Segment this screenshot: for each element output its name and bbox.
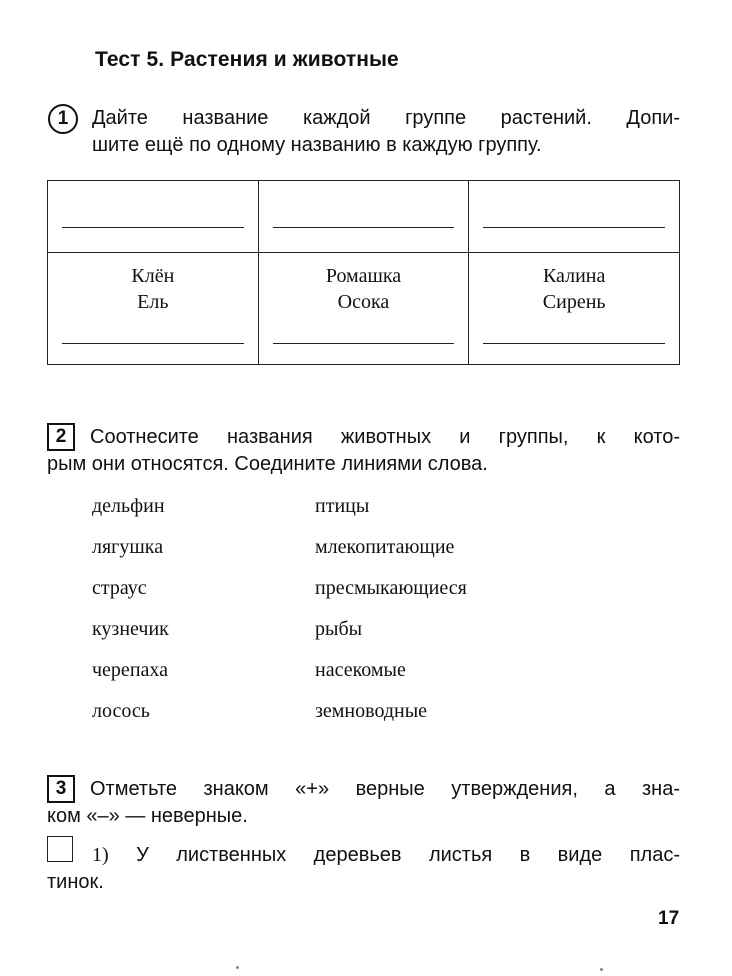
add-plant-blank-1[interactable] — [62, 343, 244, 344]
plant-word: Ромашка — [325, 265, 402, 287]
animal-word[interactable]: черепаха — [92, 659, 169, 681]
scan-speck — [236, 966, 239, 969]
task-2-number-badge: 2 — [47, 423, 75, 451]
scan-speck — [600, 968, 603, 971]
group-name-blank-1[interactable] — [62, 227, 244, 228]
statement-1-text: У лиственных деревьев листья в виде плас- — [136, 844, 680, 866]
task-1-instruction-line2: шите ещё по одному названию в каждую группу. — [92, 134, 542, 156]
animal-word[interactable]: дельфин — [92, 495, 165, 517]
statement-1-line1 — [92, 842, 680, 869]
plant-group-cell-3 — [469, 253, 680, 365]
group-name-blank-3[interactable] — [483, 227, 665, 228]
task-3-number-badge: 3 — [47, 775, 75, 803]
animal-word[interactable]: страус — [92, 577, 147, 599]
plant-word: Сирень — [542, 291, 606, 313]
task-2-instruction-line2: рым они относятся. Соедините линиями слова. — [47, 453, 488, 475]
plant-word: Ель — [137, 291, 169, 313]
animal-word[interactable]: лосось — [92, 700, 150, 722]
animal-group-word[interactable]: птицы — [315, 495, 370, 517]
add-plant-blank-3[interactable] — [483, 343, 665, 344]
task-1-instruction-line1: Дайте название каждой группе растений. Допи- — [92, 107, 680, 129]
animal-group-word[interactable]: пресмыкающиеся — [315, 577, 467, 599]
task-3-instruction-line2: ком «–» — неверные. — [47, 805, 248, 827]
group-name-blank-2[interactable] — [273, 227, 455, 228]
group-name-cell-3[interactable] — [469, 181, 680, 253]
animal-group-word[interactable]: млекопитающие — [315, 536, 455, 558]
statement-1-line2: тинок. — [47, 871, 104, 893]
task-3-instruction-line1: Отметьте знаком «+» верные утверждения, а зна- — [90, 778, 680, 800]
plant-group-cell-2 — [258, 253, 469, 365]
task-2-instruction-line1: Соотнесите названия животных и группы, к кото- — [90, 426, 680, 448]
group-name-cell-2[interactable] — [258, 181, 469, 253]
animal-group-word[interactable]: земноводные — [315, 700, 428, 722]
plant-word: Осока — [337, 291, 390, 313]
animal-group-word[interactable]: насекомые — [315, 659, 406, 681]
group-name-cell-1[interactable] — [48, 181, 259, 253]
plant-word: Клён — [131, 265, 175, 287]
plant-groups-table — [47, 180, 680, 365]
animal-word[interactable]: кузнечик — [92, 618, 169, 640]
plant-group-cell-1 — [48, 253, 259, 365]
add-plant-blank-2[interactable] — [273, 343, 455, 344]
animal-group-word[interactable]: рыбы — [315, 618, 363, 640]
task-1-number-badge: 1 — [48, 104, 78, 134]
plant-word: Калина — [542, 265, 606, 287]
animal-word[interactable]: лягушка — [92, 536, 164, 558]
page-number: 17 — [658, 908, 680, 929]
statement-1-number: 1) — [92, 844, 109, 866]
statement-1-checkbox[interactable] — [47, 836, 73, 862]
page-title: Тест 5. Растения и животные — [95, 48, 399, 71]
